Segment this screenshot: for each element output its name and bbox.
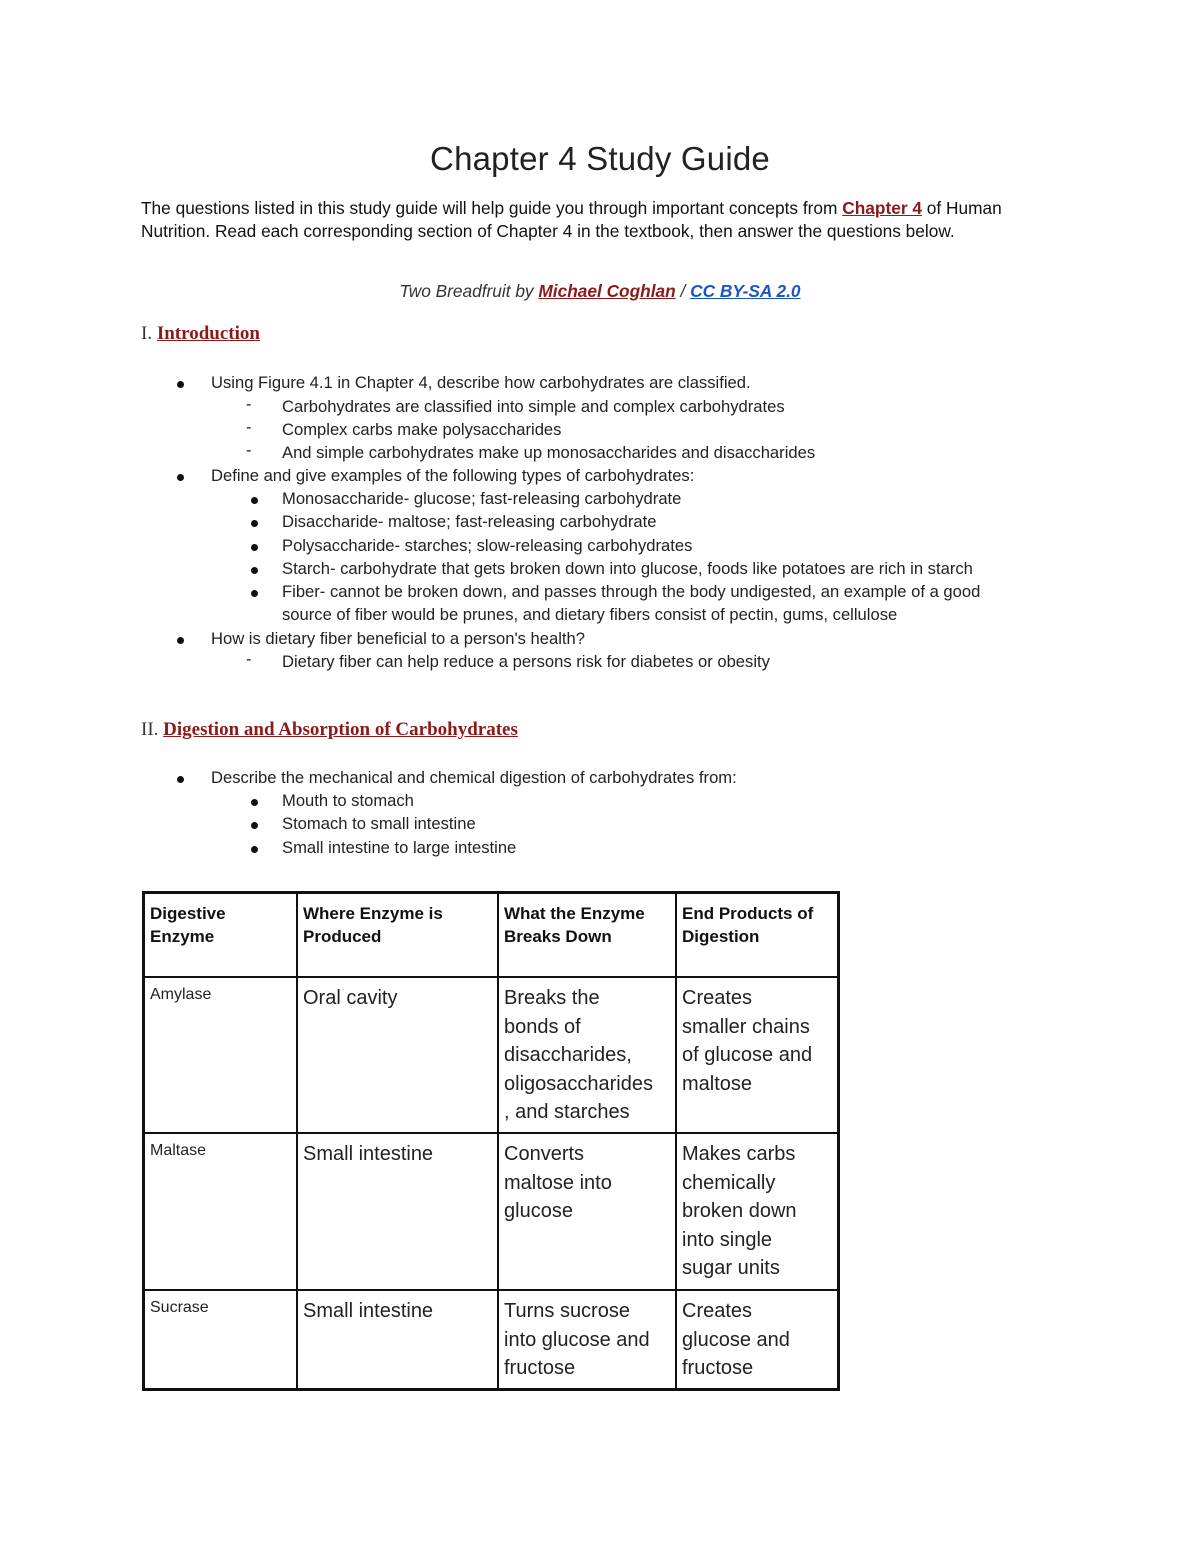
section-2-numeral: II.: [141, 719, 164, 740]
dash-icon: -: [246, 396, 252, 413]
cell-text: of glucose and: [682, 1044, 813, 1066]
cell-text: oligosaccharides: [504, 1072, 653, 1095]
section-1-title-link[interactable]: Introduction: [156, 323, 260, 344]
answer-item: Complex carbs make polysaccharides: [282, 420, 562, 439]
intro-text-start: The questions listed in this study guide will help guide you through important concepts from: [141, 198, 843, 218]
header-text: Digestion: [682, 927, 760, 946]
cell-text: fructose: [504, 1357, 576, 1379]
cell-breaks: [498, 1290, 676, 1390]
dash-icon: -: [246, 651, 252, 668]
cell-breaks: [498, 1133, 676, 1290]
cell-products: [676, 977, 839, 1133]
cell-text: maltose: [682, 1072, 753, 1095]
bullet-icon: [177, 381, 184, 388]
cell-enzyme: [144, 1133, 298, 1290]
cell-text: bonds of: [504, 1015, 581, 1038]
cell-text: , and starches: [504, 1101, 630, 1123]
cell-where: [297, 1133, 498, 1290]
header-where-produced: [297, 893, 498, 978]
answer-item: Polysaccharide- starches; slow-releasing carbohydrates: [282, 536, 693, 555]
cell-text: Breaks the: [504, 987, 600, 1009]
author-link[interactable]: Michael Coghlan: [538, 281, 676, 301]
cell-text: Creates: [682, 987, 753, 1009]
cell-text: Oral cavity: [303, 987, 398, 1009]
answer-item: Starch- carbohydrate that gets broken down into glucose, foods like potatoes are rich in starch: [282, 559, 973, 578]
answer-item: Dietary fiber can help reduce a persons risk for diabetes or obesity: [282, 652, 770, 671]
answer-item-continued: source of fiber would be prunes, and dietary fibers consist of pectin, gums, cellulose: [282, 605, 898, 624]
answer-item: Disaccharide- maltose; fast-releasing carbohydrate: [282, 512, 657, 531]
cell-text: Converts: [504, 1143, 585, 1165]
table-header-row: [144, 893, 839, 978]
cell-text: Creates: [682, 1300, 753, 1322]
cell-text: glucose and: [682, 1328, 790, 1351]
cell-text: fructose: [682, 1357, 754, 1379]
bullet-icon: [251, 590, 258, 597]
cell-text: Sucrase: [150, 1299, 209, 1316]
header-what-breaks-down: [498, 893, 676, 978]
license-link[interactable]: CC BY-SA 2.0: [690, 281, 801, 301]
enzyme-table: [142, 891, 840, 1391]
header-text: Digestive: [150, 904, 226, 923]
cell-text: chemically: [682, 1171, 776, 1194]
cell-text: into glucose and: [504, 1328, 650, 1351]
cell-text: Makes carbs: [682, 1143, 796, 1165]
cell-text: broken down: [682, 1200, 797, 1222]
header-end-products: [676, 893, 839, 978]
header-digestive-enzyme: [144, 893, 298, 978]
header-text: Produced: [303, 927, 382, 946]
answer-item: Monosaccharide- glucose; fast-releasing carbohydrate: [282, 489, 682, 508]
caption-separator: /: [675, 281, 691, 301]
section-1-numeral: I.: [141, 323, 157, 344]
section-2-title-link[interactable]: Digestion and Absorption of Carbohydrates: [163, 719, 518, 740]
cell-text: into single: [682, 1228, 773, 1251]
cell-text: maltose into: [504, 1171, 612, 1194]
caption-prefix: Two Breadfruit by: [399, 281, 539, 301]
question-1: Using Figure 4.1 in Chapter 4, describe how carbohydrates are classified.: [211, 373, 751, 392]
section-1-heading: [141, 323, 260, 345]
cell-products: [676, 1133, 839, 1290]
bullet-icon: [251, 497, 258, 504]
bullet-icon: [251, 822, 258, 829]
answer-item: And simple carbohydrates make up monosaccharides and disaccharides: [282, 443, 816, 462]
bullet-icon: [251, 520, 258, 527]
bullet-icon: [251, 846, 258, 853]
header-text: Breaks Down: [504, 927, 612, 946]
cell-text: Amylase: [150, 986, 212, 1003]
cell-enzyme: [144, 1290, 298, 1390]
chapter-4-link[interactable]: Chapter 4: [842, 198, 922, 218]
section-2-heading: [141, 719, 518, 741]
dash-icon: -: [246, 442, 252, 459]
header-text: What the Enzyme: [504, 904, 645, 923]
answer-item: Fiber- cannot be broken down, and passes through the body undigested, an example of a good: [282, 582, 981, 601]
answer-item: Stomach to small intestine: [282, 814, 476, 833]
bullet-icon: [177, 776, 184, 783]
cell-products: [676, 1290, 839, 1390]
cell-text: smaller chains: [682, 1015, 810, 1038]
intro-text-end: of Human: [921, 198, 1002, 218]
cell-text: disaccharides,: [504, 1044, 632, 1066]
question-4: Describe the mechanical and chemical digestion of carbohydrates from:: [211, 768, 737, 787]
header-text: End Products of: [682, 904, 814, 923]
answer-item: Mouth to stomach: [282, 791, 414, 810]
answer-item: Small intestine to large intestine: [282, 838, 517, 857]
cell-text: Small intestine: [303, 1300, 434, 1322]
question-3: How is dietary fiber beneficial to a person's health?: [211, 629, 585, 648]
cell-text: sugar units: [682, 1257, 780, 1279]
cell-where: [297, 977, 498, 1133]
dash-icon: -: [246, 419, 252, 436]
cell-where: [297, 1290, 498, 1390]
answer-item: Carbohydrates are classified into simple and complex carbohydrates: [282, 397, 785, 416]
bullet-icon: [177, 474, 184, 481]
header-text: Where Enzyme is: [303, 904, 443, 923]
bullet-icon: [251, 544, 258, 551]
bullet-icon: [177, 637, 184, 644]
header-text: Enzyme: [150, 927, 215, 946]
bullet-icon: [251, 567, 258, 574]
cell-text: Maltase: [150, 1142, 207, 1159]
cell-breaks: [498, 977, 676, 1133]
cell-enzyme: [144, 977, 298, 1133]
page-title: Chapter 4 Study Guide: [430, 140, 770, 177]
question-2: Define and give examples of the following types of carbohydrates:: [211, 466, 695, 485]
table-row: [144, 1290, 839, 1390]
intro-paragraph: [141, 197, 1041, 243]
intro-text-line2: Nutrition. Read each corresponding section of Chapter 4 in the textbook, then answer the questions below.: [141, 221, 955, 241]
bullet-icon: [251, 799, 258, 806]
cell-text: Turns sucrose: [504, 1300, 630, 1322]
table-row: [144, 977, 839, 1133]
image-caption: [0, 281, 1200, 302]
cell-text: Small intestine: [303, 1143, 434, 1165]
table-row: [144, 1133, 839, 1290]
cell-text: glucose: [504, 1200, 573, 1222]
